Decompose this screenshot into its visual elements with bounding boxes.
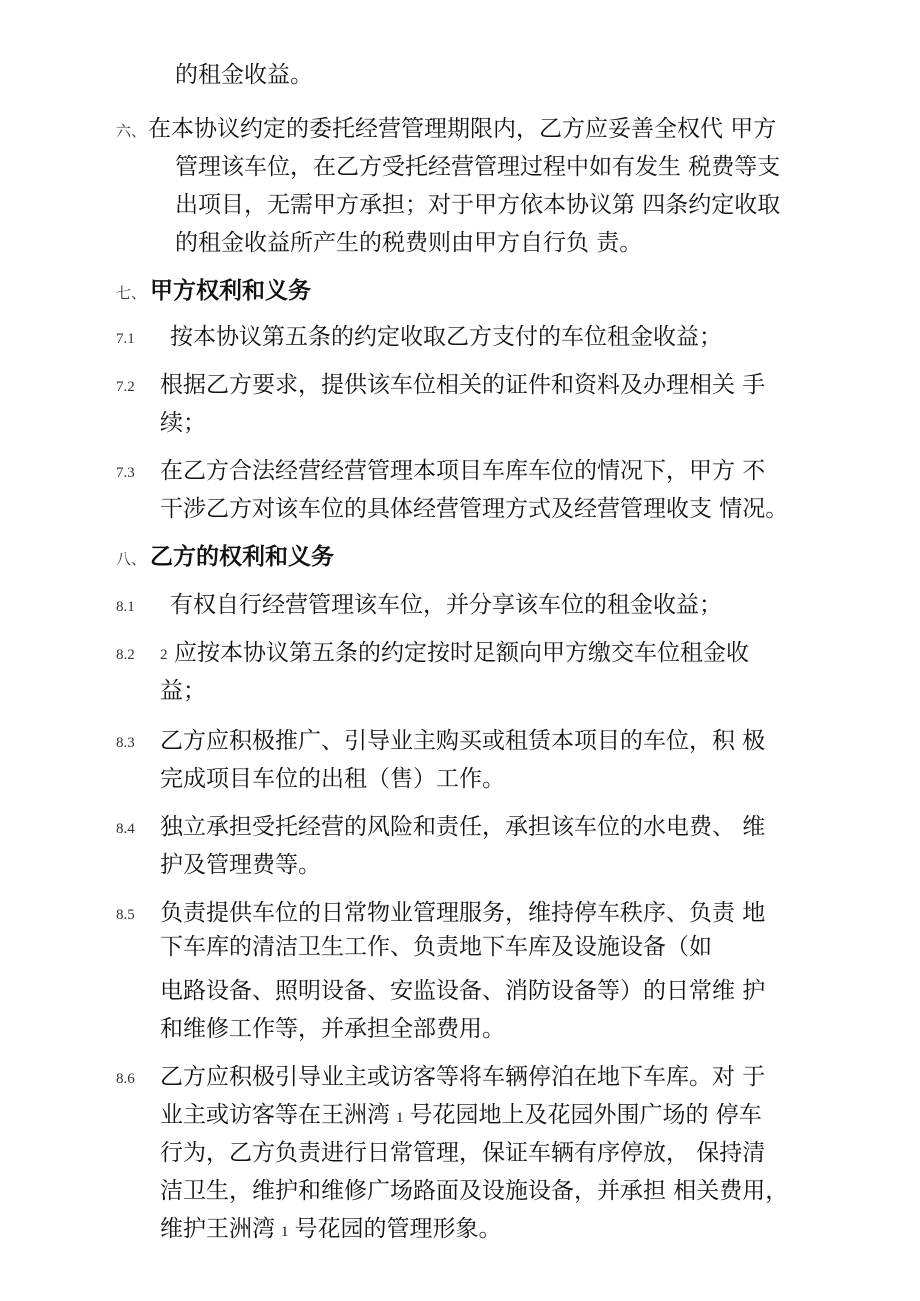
clause-8-4-number: 8.4 (116, 821, 135, 837)
section-6-marker: 六、 (116, 122, 147, 140)
clause-7-2-number: 7.2 (116, 379, 135, 395)
section-6-line-4: 的租金收益所产生的税费则由甲方自行负 责。 (175, 230, 643, 256)
clause-8-6-line-4: 洁卫生，维护和维修广场路面及设施设备，并承担 相关费用， (160, 1178, 789, 1204)
clause-7-3-line-1: 在乙方合法经营经营管理本项目车库车位的情况下，甲方 不 (160, 458, 766, 484)
clause-8-5-line-1: 负责提供车位的日常物业管理服务，维持停车秩序、负责 地 (160, 900, 766, 926)
clause-8-5-line-2: 下车库的清洁卫生工作、负责地下车库及设施设备（如 (160, 934, 712, 960)
section-6-line-3: 出项目，无需甲方承担；对于甲方依本协议第 四条约定收取 (175, 192, 781, 218)
clause-8-6-line-2-number: 1 (396, 1110, 404, 1126)
clause-8-4-line-1: 独立承担受托经营的风险和责任，承担该车位的水电费、 维 (160, 814, 766, 840)
clause-7-1-line-1: 按本协议第五条的约定收取乙方支付的车位租金收益； (170, 324, 722, 350)
clause-8-3-number: 8.3 (116, 735, 135, 751)
clause-8-6-line-5-text-b: 号花园的管理形象。 (294, 1216, 502, 1242)
clause-8-5-line-3: 电路设备、照明设备、安监设备、消防设备等）的日常维 护 (160, 978, 766, 1004)
section-6-line-2: 管理该车位，在乙方受托经营管理过程中如有发生 税费等支 (175, 154, 781, 180)
clause-8-6-line-1: 乙方应积极引导业主或访客等将车辆停泊在地下车库。对 于 (160, 1064, 766, 1090)
clause-8-3-line-2: 完成项目车位的出租（售）工作。 (160, 766, 505, 792)
clause-8-6-line-5-number: 1 (281, 1224, 289, 1240)
section-7-title: 甲方权利和义务 (150, 277, 311, 304)
section-8-marker: 八、 (116, 550, 147, 568)
section-7-marker: 七、 (116, 284, 147, 302)
clause-8-1-number: 8.1 (116, 599, 135, 615)
clause-8-5-number: 8.5 (116, 907, 135, 923)
clause-8-6-number: 8.6 (116, 1071, 135, 1087)
clause-7-1-number: 7.1 (116, 331, 135, 347)
clause-8-6-line-2-text-a: 业主或访客等在王洲湾 (160, 1102, 390, 1128)
clause-7-3-number: 7.3 (116, 465, 135, 481)
clause-8-6-line-2-text-b: 号花园地上及花园外围广场的 停车 (409, 1102, 762, 1128)
clause-8-6-line-2 (160, 1100, 762, 1133)
clause-8-6-line-5-text-a: 维护王洲湾 (160, 1216, 275, 1242)
clause-8-2-number: 8.2 (116, 647, 135, 663)
clause-8-2-line-1: 应按本协议第五条的约定按时足额向甲方缴交车位租金收 (174, 640, 749, 666)
clause-8-6-line-3: 行为，乙方负责进行日常管理，保证车辆有序停放， 保持清 (160, 1140, 766, 1166)
clause-8-2-prefix: 2 (160, 647, 168, 663)
clause-7-2-line-2: 续； (160, 410, 206, 436)
clause-8-4-line-2: 护及管理费等。 (160, 852, 321, 878)
clause-8-3-line-1: 乙方应积极推广、引导业主购买或租赁本项目的车位，积 极 (160, 728, 766, 754)
section-8-title: 乙方的权利和义务 (150, 543, 334, 570)
clause-8-2-line-2: 益； (160, 678, 206, 704)
clause-8-5-line-4: 和维修工作等，并承担全部费用。 (160, 1016, 505, 1042)
paragraph-line: 的租金收益。 (175, 62, 313, 88)
clause-7-2-line-1: 根据乙方要求，提供该车位相关的证件和资料及办理相关 手 (160, 372, 766, 398)
clause-7-3-line-2: 干涉乙方对该车位的具体经营管理方式及经营管理收支 情况。 (160, 496, 789, 522)
clause-8-1-line-1: 有权自行经营管理该车位，并分享该车位的租金收益； (170, 592, 722, 618)
section-6-line-1: 在本协议约定的委托经营管理期限内，乙方应妥善全权代 甲方 (148, 116, 777, 142)
clause-8-6-line-5 (160, 1214, 502, 1247)
